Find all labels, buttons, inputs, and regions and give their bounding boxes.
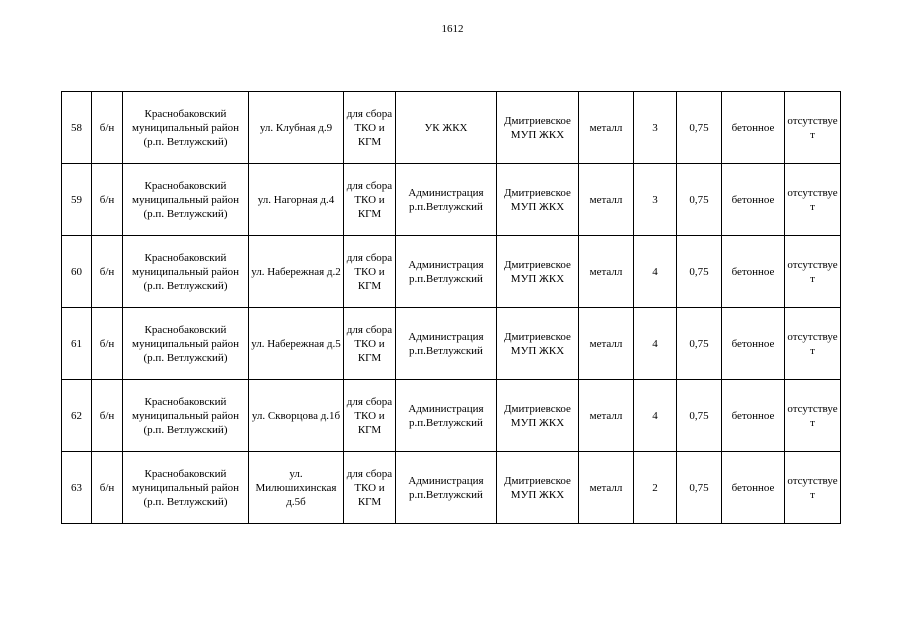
fence-cell: отсутствует [785,452,841,524]
address-cell: ул. Набережная д.2 [249,236,344,308]
registry-number-cell: б/н [92,164,123,236]
row-number-cell: 61 [62,308,92,380]
row-number-cell: 58 [62,92,92,164]
district-cell: Краснобаковский муниципальный район (р.п. Ветлужский) [123,236,249,308]
owner-cell: Администрация р.п.Ветлужский [396,308,497,380]
purpose-cell: для сбора ТКО и КГМ [344,452,396,524]
address-cell: ул. Набережная д.5 [249,308,344,380]
table-row [62,92,841,164]
container-volume-cell: 0,75 [677,452,722,524]
address-cell: ул. Клубная д.9 [249,92,344,164]
material-cell: металл [579,92,634,164]
address-cell: ул. Милюшихинская д.5б [249,452,344,524]
operator-cell: Дмитриевское МУП ЖКХ [497,164,579,236]
material-cell: металл [579,452,634,524]
operator-cell: Дмитриевское МУП ЖКХ [497,308,579,380]
owner-cell: Администрация р.п.Ветлужский [396,164,497,236]
table-row [62,380,841,452]
container-count-cell: 2 [634,452,677,524]
owner-cell: Администрация р.п.Ветлужский [396,236,497,308]
registry-number-cell: б/н [92,380,123,452]
material-cell: металл [579,380,634,452]
fence-cell: отсутствует [785,380,841,452]
owner-cell: Администрация р.п.Ветлужский [396,452,497,524]
container-volume-cell: 0,75 [677,308,722,380]
purpose-cell: для сбора ТКО и КГМ [344,308,396,380]
container-count-cell: 3 [634,92,677,164]
fence-cell: отсутствует [785,236,841,308]
container-volume-cell: 0,75 [677,164,722,236]
row-number-cell: 62 [62,380,92,452]
container-count-cell: 3 [634,164,677,236]
material-cell: металл [579,308,634,380]
container-volume-cell: 0,75 [677,236,722,308]
operator-cell: Дмитриевское МУП ЖКХ [497,92,579,164]
registry-number-cell: б/н [92,92,123,164]
container-volume-cell: 0,75 [677,92,722,164]
district-cell: Краснобаковский муниципальный район (р.п. Ветлужский) [123,452,249,524]
fence-cell: отсутствует [785,308,841,380]
surface-cell: бетонное [722,164,785,236]
purpose-cell: для сбора ТКО и КГМ [344,92,396,164]
row-number-cell: 60 [62,236,92,308]
table-row [62,308,841,380]
registry-number-cell: б/н [92,236,123,308]
fence-cell: отсутствует [785,164,841,236]
row-number-cell: 63 [62,452,92,524]
operator-cell: Дмитриевское МУП ЖКХ [497,380,579,452]
owner-cell: УК ЖКХ [396,92,497,164]
registry-number-cell: б/н [92,308,123,380]
surface-cell: бетонное [722,380,785,452]
district-cell: Краснобаковский муниципальный район (р.п. Ветлужский) [123,308,249,380]
purpose-cell: для сбора ТКО и КГМ [344,164,396,236]
container-volume-cell: 0,75 [677,380,722,452]
table-row [62,164,841,236]
owner-cell: Администрация р.п.Ветлужский [396,380,497,452]
container-count-cell: 4 [634,308,677,380]
operator-cell: Дмитриевское МУП ЖКХ [497,452,579,524]
registry-table [61,91,841,524]
page-number: 1612 [441,23,464,35]
container-count-cell: 4 [634,236,677,308]
table-body [62,92,841,524]
district-cell: Краснобаковский муниципальный район (р.п. Ветлужский) [123,380,249,452]
container-count-cell: 4 [634,380,677,452]
district-cell: Краснобаковский муниципальный район (р.п. Ветлужский) [123,164,249,236]
table-row [62,236,841,308]
surface-cell: бетонное [722,92,785,164]
purpose-cell: для сбора ТКО и КГМ [344,380,396,452]
table-row [62,452,841,524]
address-cell: ул. Скворцова д.1б [249,380,344,452]
row-number-cell: 59 [62,164,92,236]
address-cell: ул. Нагорная д.4 [249,164,344,236]
district-cell: Краснобаковский муниципальный район (р.п. Ветлужский) [123,92,249,164]
registry-number-cell: б/н [92,452,123,524]
operator-cell: Дмитриевское МУП ЖКХ [497,236,579,308]
purpose-cell: для сбора ТКО и КГМ [344,236,396,308]
surface-cell: бетонное [722,236,785,308]
material-cell: металл [579,236,634,308]
material-cell: металл [579,164,634,236]
fence-cell: отсутствует [785,92,841,164]
surface-cell: бетонное [722,308,785,380]
surface-cell: бетонное [722,452,785,524]
